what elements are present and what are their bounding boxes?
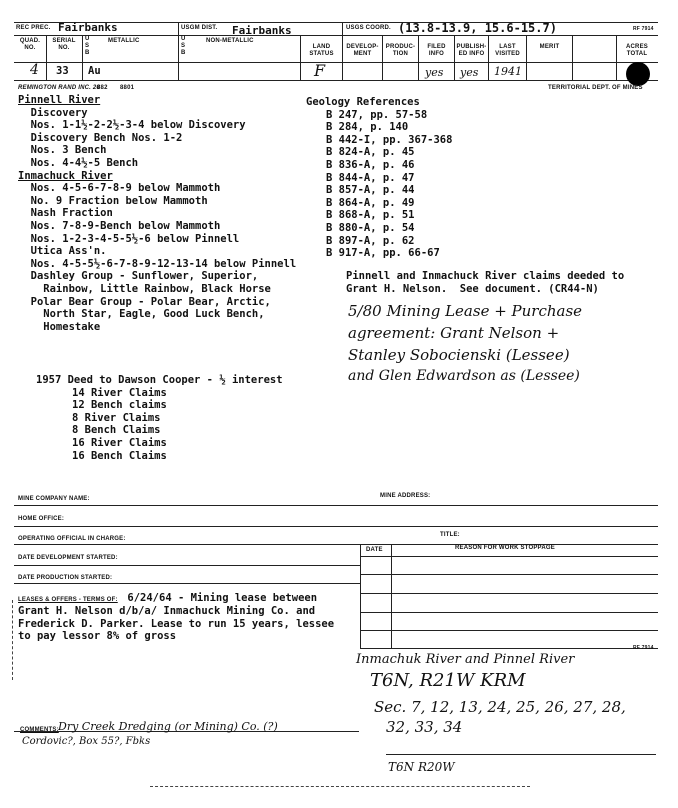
leases-label: LEASES & OFFERS - TERMS OF: xyxy=(18,597,118,603)
col-b2: B xyxy=(181,50,186,56)
territorial-label: TERRITORIAL DEPT. OF MINES xyxy=(548,85,643,91)
deed-line: 8 Bench Claims xyxy=(72,424,161,437)
geology-ref: B 247, pp. 57-58 xyxy=(326,108,428,121)
col-land: LAND STATUS xyxy=(309,44,334,57)
quad-value: 4 xyxy=(30,62,39,78)
lease-text: to pay lessor 8% of gross xyxy=(18,630,177,643)
claims-line: Nos. 4-4½-5 Bench xyxy=(18,156,139,169)
claims-line: Nos. 1-2-3-4-5-5½-6 below Pinnell xyxy=(18,232,240,245)
rec-prec-label: REC PREC. xyxy=(16,25,51,31)
claims-line: Pinnell River xyxy=(18,94,101,106)
deed-note-line-2: Grant H. Nelson. See document. (CR44-N) xyxy=(346,283,599,295)
date-column-rule xyxy=(360,544,361,648)
printer-label: REMINGTON RAND INC. 20 xyxy=(18,85,100,91)
usgm-label: USGM DIST. xyxy=(181,25,218,31)
col-publish: PUBLISH- ED INFO xyxy=(456,44,487,57)
filing-punch-mark xyxy=(626,62,650,86)
left-margin-rule xyxy=(12,600,13,680)
lease-text: 6/24/64 - Mining lease between xyxy=(127,592,318,604)
handwritten-sections-1: Sec. 7, 12, 13, 24, 25, 26, 27, 28, xyxy=(374,698,626,716)
col-nonmetallic: NON-METALLIC xyxy=(206,38,254,44)
address-label: MINE ADDRESS: xyxy=(380,493,431,499)
deed-line: 14 River Claims xyxy=(72,386,167,399)
col-develop: DEVELOP- MENT xyxy=(346,44,379,57)
col-serial: SERIAL NO. xyxy=(52,38,76,51)
printer-code-1: 882 xyxy=(97,85,108,91)
col-filed: FILED INFO xyxy=(427,44,446,57)
col-produc: PRODUC- TION xyxy=(385,44,416,57)
handwritten-lease-4: and Glen Edwardson as (Lessee) xyxy=(348,368,580,384)
handwritten-lease-1: 5/80 Mining Lease + Purchase xyxy=(348,302,583,320)
claims-line: Discovery xyxy=(18,106,88,119)
bottom-rule xyxy=(150,786,530,787)
col-acres: ACRES TOTAL xyxy=(625,44,648,57)
deed-line: 16 Bench Claims xyxy=(72,449,167,462)
comments-text: Dry Creek Dredging (or Mining) Co. (?) xyxy=(58,720,278,733)
claims-line: Homestake xyxy=(18,320,101,333)
geology-ref: B 864-A, p. 49 xyxy=(326,196,415,209)
geology-ref: B 824-A, p. 45 xyxy=(326,146,415,159)
home-office-label: HOME OFFICE: xyxy=(18,516,65,522)
col-visited: LAST VISITED xyxy=(495,44,520,57)
claims-line: Nos. 1-1½-2-2½-3-4 below Discovery xyxy=(18,119,246,132)
deed-note-line-1: Pinnell and Inmachuck River claims deeded to xyxy=(346,270,625,282)
geology-ref: B 868-A, p. 51 xyxy=(326,209,415,222)
claims-line: Inmachuck River xyxy=(18,169,113,182)
geology-ref: B 844-A, p. 47 xyxy=(326,171,415,184)
operating-label: OPERATING OFFICIAL IN CHARGE: xyxy=(18,536,126,542)
handwritten-sections-2: 32, 33, 34 xyxy=(386,718,463,736)
published-value: yes xyxy=(460,66,479,79)
dev-started-label: DATE DEVELOPMENT STARTED: xyxy=(18,555,118,561)
usgs-value: (13.8-13.9, 15.6-15.7) xyxy=(398,21,557,35)
land-status-value: F xyxy=(314,61,326,80)
form-number: RF 7914 xyxy=(633,26,654,32)
geology-ref: B 836-A, p. 46 xyxy=(326,158,415,171)
claims-line: Nash Fraction xyxy=(18,207,113,220)
deed-line: 16 River Claims xyxy=(72,436,167,449)
col-metallic: METALLIC xyxy=(108,38,140,44)
col-u1: U xyxy=(85,36,90,42)
handwritten-township: T6N, R21W KRM xyxy=(370,670,526,691)
col-b1: B xyxy=(85,50,90,56)
handwritten-township-2: T6N R20W xyxy=(388,760,455,774)
prod-started-label: DATE PRODUCTION STARTED: xyxy=(18,575,113,581)
usgs-label: USGS COORD. xyxy=(346,25,391,31)
leases-block xyxy=(18,586,334,643)
handwritten-river: Inmachuk River and Pinnel River xyxy=(356,652,575,667)
geology-ref: B 284, p. 140 xyxy=(326,121,409,134)
filed-value: yes xyxy=(425,66,444,79)
lease-text: Frederick D. Parker. Lease to run 15 years, lessee xyxy=(18,617,335,630)
deed-line: 12 Bench claims xyxy=(72,399,167,412)
stoppage-reason-label: REASON FOR WORK STOPPAGE xyxy=(455,545,555,551)
lease-text: Grant H. Nelson d/b/a/ Inmachuck Mining Co. and xyxy=(18,605,316,617)
geology-ref: B 880-A, p. 54 xyxy=(326,221,415,234)
claims-list xyxy=(18,94,343,333)
claims-line: North Star, Eagle, Good Luck Bench, xyxy=(18,308,265,321)
claims-line: Nos. 3 Bench xyxy=(18,144,107,157)
geology-ref: B 897-A, p. 62 xyxy=(326,234,415,247)
visited-value: 1941 xyxy=(494,65,522,78)
handwritten-lease-2: agreement: Grant Nelson + xyxy=(348,324,560,342)
printer-code-2: 8801 xyxy=(120,85,135,91)
rec-prec-value: Fairbanks xyxy=(58,21,118,34)
claims-line: No. 9 Fraction below Mammoth xyxy=(18,194,208,207)
company-label: MINE COMPANY NAME: xyxy=(18,496,90,502)
metallic-value: Au xyxy=(88,65,101,77)
col-s2: S xyxy=(181,43,186,49)
comments-label: COMMENTS: xyxy=(20,727,59,733)
deed-1957-block xyxy=(36,374,283,462)
geology-ref: B 442-I, pp. 367-368 xyxy=(326,133,453,146)
claims-line: Rainbow, Little Rainbow, Black Horse xyxy=(18,282,271,295)
col-quad: QUAD. NO. xyxy=(19,38,41,51)
company-rule xyxy=(14,505,658,506)
stoppage-date-label: DATE xyxy=(366,547,383,553)
claims-line: Nos. 4-5-6-7-8-9 below Mammoth xyxy=(18,182,221,195)
col-u2: U xyxy=(181,36,186,42)
geology-references xyxy=(306,96,452,260)
serial-value: 33 xyxy=(56,65,69,77)
reason-column-rule xyxy=(391,544,392,648)
geology-ref: B 857-A, p. 44 xyxy=(326,184,415,197)
claims-line: Nos. 7-8-9-Bench below Mammoth xyxy=(18,219,221,232)
home-office-rule xyxy=(14,526,658,527)
claims-line: Utica Ass'n. xyxy=(18,245,107,258)
comments-text-2: Cordovic?, Box 55?, Fbks xyxy=(22,736,151,747)
usgm-value: Fairbanks xyxy=(232,24,292,37)
claims-line: Discovery Bench Nos. 1-2 xyxy=(18,131,183,144)
stoppage-header-rule xyxy=(360,556,658,557)
col-merit: MERIT xyxy=(539,44,560,50)
claims-line: Dashley Group - Sunflower, Superior, xyxy=(18,270,259,283)
form-number-2: RF 7914 xyxy=(633,645,654,651)
title-label: TITLE: xyxy=(440,532,460,538)
operating-rule xyxy=(14,544,658,545)
col-s1: S xyxy=(85,43,90,49)
deed-line: 1957 Deed to Dawson Cooper - ½ interest xyxy=(36,374,283,386)
geology-ref: B 917-A, pp. 66-67 xyxy=(326,247,440,260)
handwritten-lease-3: Stanley Sobocienski (Lessee) xyxy=(348,346,570,364)
geology-heading: Geology References xyxy=(306,96,420,108)
deed-line: 8 River Claims xyxy=(72,411,161,424)
claims-line: Polar Bear Group - Polar Bear, Arctic, xyxy=(18,295,271,308)
claims-line: Nos. 4-5-5½-6-7-8-9-12-13-14 below Pinnell xyxy=(18,257,297,270)
